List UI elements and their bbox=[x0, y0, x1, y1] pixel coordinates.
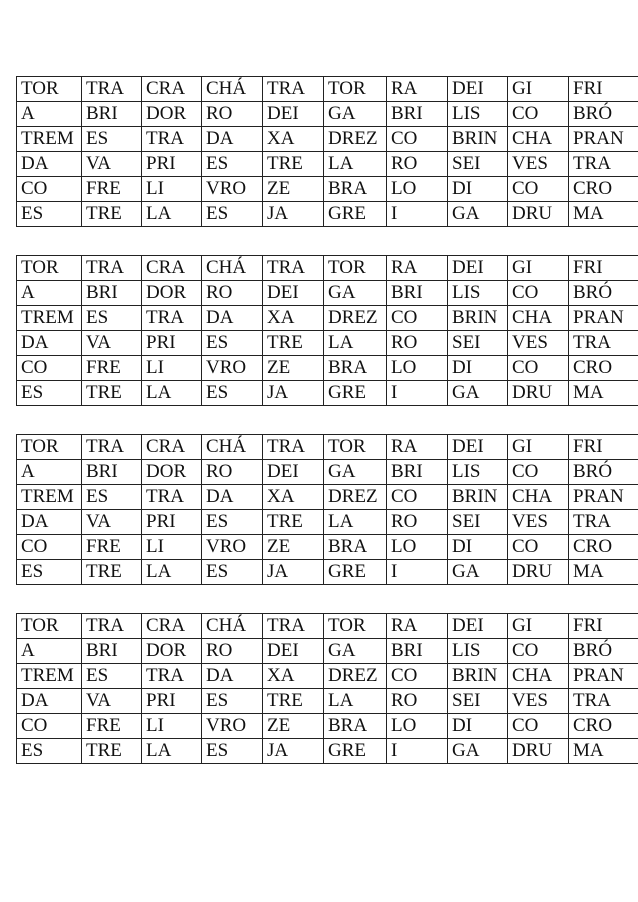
syllable-cell: BRA bbox=[324, 177, 387, 202]
syllable-cell: VRO bbox=[202, 356, 263, 381]
syllable-cell: ES bbox=[17, 739, 82, 764]
syllable-cell: TOR bbox=[324, 77, 387, 102]
syllable-cell: FRI bbox=[569, 77, 638, 102]
syllable-cell: CRO bbox=[569, 714, 638, 739]
syllable-cell: BRI bbox=[82, 639, 142, 664]
syllable-cell: VES bbox=[508, 331, 569, 356]
syllable-cell: BRÓ bbox=[569, 460, 638, 485]
syllable-cell: GA bbox=[324, 102, 387, 127]
syllable-cell: BRIN bbox=[448, 127, 508, 152]
syllable-cell: ES bbox=[202, 381, 263, 406]
syllable-cell: RA bbox=[387, 77, 448, 102]
table-row bbox=[17, 614, 638, 639]
syllable-cell: ES bbox=[202, 331, 263, 356]
syllable-cell: CO bbox=[17, 714, 82, 739]
syllable-cell: CHÁ bbox=[202, 614, 263, 639]
syllable-cell: FRE bbox=[82, 177, 142, 202]
syllable-cell: DA bbox=[202, 306, 263, 331]
syllable-cell: DEI bbox=[263, 102, 324, 127]
syllable-cell: BRI bbox=[82, 460, 142, 485]
syllable-cell: CO bbox=[508, 535, 569, 560]
syllable-cell: TRA bbox=[263, 77, 324, 102]
syllable-cell: TOR bbox=[17, 77, 82, 102]
syllable-cell: TREM bbox=[17, 306, 82, 331]
syllable-cell: ES bbox=[17, 202, 82, 227]
syllable-cell: DI bbox=[448, 714, 508, 739]
table-row bbox=[17, 739, 638, 764]
syllable-cell: DI bbox=[448, 177, 508, 202]
syllable-cell: JA bbox=[263, 202, 324, 227]
syllable-cell: DA bbox=[202, 664, 263, 689]
syllable-cell: PRI bbox=[142, 152, 202, 177]
syllable-cell: BRA bbox=[324, 714, 387, 739]
syllable-cell: TRE bbox=[263, 510, 324, 535]
syllable-cell: JA bbox=[263, 739, 324, 764]
syllable-cell: ES bbox=[17, 381, 82, 406]
syllable-cell: LA bbox=[324, 689, 387, 714]
syllable-cell: MA bbox=[569, 381, 638, 406]
syllable-cell: GA bbox=[448, 560, 508, 585]
syllable-cell: LA bbox=[324, 152, 387, 177]
syllable-cell: CO bbox=[508, 177, 569, 202]
syllable-cell: XA bbox=[263, 306, 324, 331]
syllable-cell: DI bbox=[448, 535, 508, 560]
syllable-cell: GRE bbox=[324, 739, 387, 764]
syllable-cell: ES bbox=[82, 306, 142, 331]
syllable-cell: BRÓ bbox=[569, 639, 638, 664]
syllable-cell: CHA bbox=[508, 127, 569, 152]
syllable-cell: ES bbox=[82, 664, 142, 689]
table-row bbox=[17, 256, 638, 281]
syllable-cell: DOR bbox=[142, 281, 202, 306]
syllable-cell: CO bbox=[508, 639, 569, 664]
syllable-cell: GRE bbox=[324, 560, 387, 585]
syllable-cell: LI bbox=[142, 714, 202, 739]
syllable-cell: VA bbox=[82, 689, 142, 714]
syllable-cell: FRI bbox=[569, 614, 638, 639]
syllable-cell: RA bbox=[387, 256, 448, 281]
syllable-cell: DOR bbox=[142, 102, 202, 127]
syllable-cell: LIS bbox=[448, 102, 508, 127]
syllable-cell: TRE bbox=[82, 381, 142, 406]
table-row bbox=[17, 306, 638, 331]
syllable-cell: BRIN bbox=[448, 485, 508, 510]
syllable-cell: CO bbox=[387, 664, 448, 689]
syllable-cell: MA bbox=[569, 560, 638, 585]
syllable-cell: VA bbox=[82, 510, 142, 535]
syllable-cell: TRA bbox=[82, 77, 142, 102]
syllable-cell: DREZ bbox=[324, 306, 387, 331]
syllable-cell: RO bbox=[387, 152, 448, 177]
syllable-cell: CO bbox=[17, 356, 82, 381]
syllable-cell: TRA bbox=[569, 689, 638, 714]
syllable-cell: TREM bbox=[17, 485, 82, 510]
table-row bbox=[17, 77, 638, 102]
syllable-cell: LIS bbox=[448, 281, 508, 306]
syllable-cell: LO bbox=[387, 714, 448, 739]
syllable-cell: VRO bbox=[202, 535, 263, 560]
syllable-cell: BRÓ bbox=[569, 281, 638, 306]
table-row bbox=[17, 560, 638, 585]
syllable-cell: ES bbox=[202, 689, 263, 714]
syllable-cell: GA bbox=[324, 639, 387, 664]
syllable-cell: GA bbox=[448, 381, 508, 406]
syllable-cell: TREM bbox=[17, 127, 82, 152]
syllable-cell: TOR bbox=[17, 435, 82, 460]
syllable-cell: TRA bbox=[82, 435, 142, 460]
syllable-cell: RO bbox=[202, 460, 263, 485]
syllable-cell: SEI bbox=[448, 689, 508, 714]
syllable-cell: ES bbox=[202, 202, 263, 227]
syllable-cell: TRE bbox=[263, 331, 324, 356]
syllable-cell: TRA bbox=[569, 510, 638, 535]
syllable-cell: DREZ bbox=[324, 127, 387, 152]
syllable-cell: BRI bbox=[387, 460, 448, 485]
syllable-cell: PRAN bbox=[569, 664, 638, 689]
syllable-cell: DEI bbox=[263, 281, 324, 306]
syllable-cell: CO bbox=[508, 356, 569, 381]
syllable-cell: MA bbox=[569, 202, 638, 227]
syllable-cell: ZE bbox=[263, 535, 324, 560]
syllable-cell: LA bbox=[324, 510, 387, 535]
syllable-cell: DEI bbox=[448, 77, 508, 102]
syllable-cell: CO bbox=[17, 535, 82, 560]
syllable-cell: TOR bbox=[324, 435, 387, 460]
syllable-cell: TRA bbox=[263, 435, 324, 460]
syllable-cell: LA bbox=[142, 381, 202, 406]
syllable-cell: TRA bbox=[569, 152, 638, 177]
syllable-cell: VES bbox=[508, 152, 569, 177]
table-row bbox=[17, 639, 638, 664]
syllable-cell: GA bbox=[324, 281, 387, 306]
syllable-cell: GA bbox=[448, 202, 508, 227]
syllable-cell: LO bbox=[387, 535, 448, 560]
syllable-cell: GRE bbox=[324, 381, 387, 406]
syllable-cell: DREZ bbox=[324, 485, 387, 510]
syllable-cell: DA bbox=[202, 127, 263, 152]
syllable-cell: FRE bbox=[82, 356, 142, 381]
syllable-cell: DEI bbox=[448, 614, 508, 639]
syllable-cell: XA bbox=[263, 664, 324, 689]
syllable-cell: TOR bbox=[17, 256, 82, 281]
syllable-cell: ES bbox=[202, 739, 263, 764]
syllable-cell: DA bbox=[17, 331, 82, 356]
syllable-cell: ZE bbox=[263, 177, 324, 202]
syllable-cell: A bbox=[17, 639, 82, 664]
syllable-cell: GA bbox=[448, 739, 508, 764]
syllable-cell: BRA bbox=[324, 356, 387, 381]
syllable-cell: BRIN bbox=[448, 306, 508, 331]
syllable-cell: DOR bbox=[142, 639, 202, 664]
syllable-cell: JA bbox=[263, 560, 324, 585]
syllable-cell: CO bbox=[17, 177, 82, 202]
table-row bbox=[17, 381, 638, 406]
syllable-cell: CRA bbox=[142, 256, 202, 281]
table-row bbox=[17, 331, 638, 356]
table-row bbox=[17, 485, 638, 510]
syllable-cell: RO bbox=[387, 510, 448, 535]
syllable-cell: BRI bbox=[387, 639, 448, 664]
syllable-cell: LI bbox=[142, 535, 202, 560]
table-row bbox=[17, 714, 638, 739]
syllable-cell: XA bbox=[263, 485, 324, 510]
syllable-cell: FRI bbox=[569, 435, 638, 460]
syllable-cell: RA bbox=[387, 435, 448, 460]
syllable-cell: LIS bbox=[448, 460, 508, 485]
syllable-cell: TRE bbox=[263, 152, 324, 177]
syllable-cell: TRE bbox=[82, 739, 142, 764]
syllable-cell: ZE bbox=[263, 356, 324, 381]
syllable-cell: CO bbox=[508, 102, 569, 127]
syllable-cell: FRI bbox=[569, 256, 638, 281]
syllable-cell: RO bbox=[387, 689, 448, 714]
syllable-cell: TREM bbox=[17, 664, 82, 689]
syllable-cell: TRA bbox=[263, 256, 324, 281]
syllable-cell: VA bbox=[82, 152, 142, 177]
syllable-cell: TRA bbox=[82, 614, 142, 639]
syllable-cell: A bbox=[17, 460, 82, 485]
syllable-cell: TRA bbox=[263, 614, 324, 639]
syllable-cell: DRU bbox=[508, 739, 569, 764]
syllable-cell: TOR bbox=[324, 256, 387, 281]
syllable-cell: GA bbox=[324, 460, 387, 485]
syllable-cell: TOR bbox=[17, 614, 82, 639]
syllable-cell: DRU bbox=[508, 202, 569, 227]
syllable-cell: GI bbox=[508, 77, 569, 102]
syllable-cell: RO bbox=[202, 639, 263, 664]
table-row bbox=[17, 510, 638, 535]
syllable-cell: DA bbox=[202, 485, 263, 510]
syllable-cell: TRA bbox=[142, 306, 202, 331]
syllable-cell: PRAN bbox=[569, 306, 638, 331]
syllable-cell: FRE bbox=[82, 535, 142, 560]
syllable-cell: VES bbox=[508, 689, 569, 714]
table-row bbox=[17, 689, 638, 714]
syllable-cell: PRI bbox=[142, 689, 202, 714]
syllable-cell: TRA bbox=[142, 127, 202, 152]
syllable-cell: VRO bbox=[202, 177, 263, 202]
syllable-cell: LA bbox=[142, 560, 202, 585]
syllable-cell: DEI bbox=[263, 460, 324, 485]
syllable-cell: DI bbox=[448, 356, 508, 381]
table-row bbox=[17, 152, 638, 177]
table-row bbox=[17, 664, 638, 689]
syllable-cell: DEI bbox=[263, 639, 324, 664]
syllable-cell: DEI bbox=[448, 435, 508, 460]
syllable-cell: RO bbox=[202, 281, 263, 306]
syllable-cell: CRA bbox=[142, 435, 202, 460]
syllable-cell: ES bbox=[17, 560, 82, 585]
syllable-cell: DREZ bbox=[324, 664, 387, 689]
table-row bbox=[17, 127, 638, 152]
syllable-cell: I bbox=[387, 739, 448, 764]
syllable-cell: SEI bbox=[448, 331, 508, 356]
syllable-cell: CHÁ bbox=[202, 77, 263, 102]
syllable-cell: ZE bbox=[263, 714, 324, 739]
syllable-cell: VA bbox=[82, 331, 142, 356]
syllable-cell: GI bbox=[508, 256, 569, 281]
syllable-cell: TRA bbox=[82, 256, 142, 281]
syllable-cell: DEI bbox=[448, 256, 508, 281]
syllable-cell: DRU bbox=[508, 560, 569, 585]
syllable-cell: BRI bbox=[387, 102, 448, 127]
syllable-cell: CO bbox=[387, 127, 448, 152]
table-row bbox=[17, 435, 638, 460]
syllable-cell: JA bbox=[263, 381, 324, 406]
syllable-cell: A bbox=[17, 281, 82, 306]
syllable-cell: I bbox=[387, 381, 448, 406]
syllable-grid-1 bbox=[16, 76, 638, 227]
syllable-cell: RA bbox=[387, 614, 448, 639]
syllable-cell: CO bbox=[508, 714, 569, 739]
syllable-cell: I bbox=[387, 560, 448, 585]
syllable-cell: ES bbox=[82, 127, 142, 152]
syllable-cell: TRE bbox=[82, 202, 142, 227]
syllable-cell: DA bbox=[17, 152, 82, 177]
syllable-cell: CHA bbox=[508, 485, 569, 510]
syllable-cell: TRA bbox=[142, 664, 202, 689]
syllable-cell: ES bbox=[202, 560, 263, 585]
syllable-cell: LO bbox=[387, 356, 448, 381]
syllable-cell: LA bbox=[142, 202, 202, 227]
syllable-cell: CO bbox=[508, 281, 569, 306]
syllable-cell: CRO bbox=[569, 535, 638, 560]
syllable-cell: XA bbox=[263, 127, 324, 152]
syllable-cell: PRAN bbox=[569, 485, 638, 510]
syllable-grid-4 bbox=[16, 613, 638, 764]
syllable-cell: LO bbox=[387, 177, 448, 202]
syllable-cell: A bbox=[17, 102, 82, 127]
syllable-cell: RO bbox=[202, 102, 263, 127]
table-row bbox=[17, 535, 638, 560]
syllable-cell: PRAN bbox=[569, 127, 638, 152]
syllable-cell: BRI bbox=[82, 281, 142, 306]
syllable-cell: ES bbox=[202, 152, 263, 177]
syllable-cell: ES bbox=[202, 510, 263, 535]
syllable-cell: GI bbox=[508, 614, 569, 639]
syllable-cell: CRO bbox=[569, 356, 638, 381]
table-row bbox=[17, 281, 638, 306]
syllable-cell: GRE bbox=[324, 202, 387, 227]
table-row bbox=[17, 356, 638, 381]
syllable-cell: SEI bbox=[448, 152, 508, 177]
syllable-cell: CRA bbox=[142, 614, 202, 639]
syllable-cell: PRI bbox=[142, 510, 202, 535]
syllable-cell: LA bbox=[142, 739, 202, 764]
syllable-cell: LI bbox=[142, 177, 202, 202]
syllable-cell: CHÁ bbox=[202, 256, 263, 281]
syllable-cell: BRIN bbox=[448, 664, 508, 689]
syllable-cell: RO bbox=[387, 331, 448, 356]
syllable-cell: ES bbox=[82, 485, 142, 510]
syllable-grid-3 bbox=[16, 434, 638, 585]
syllable-cell: TRE bbox=[82, 560, 142, 585]
syllable-cell: LI bbox=[142, 356, 202, 381]
syllable-cell: VRO bbox=[202, 714, 263, 739]
syllable-grid-2 bbox=[16, 255, 638, 406]
syllable-cell: LIS bbox=[448, 639, 508, 664]
syllable-cell: CO bbox=[508, 460, 569, 485]
syllable-cell: CRA bbox=[142, 77, 202, 102]
syllable-cell: PRI bbox=[142, 331, 202, 356]
syllable-cell: DOR bbox=[142, 460, 202, 485]
table-row bbox=[17, 202, 638, 227]
syllable-cell: DA bbox=[17, 689, 82, 714]
syllable-cell: DA bbox=[17, 510, 82, 535]
syllable-cell: CRO bbox=[569, 177, 638, 202]
syllable-cell: CO bbox=[387, 485, 448, 510]
syllable-cell: TRE bbox=[263, 689, 324, 714]
syllable-cell: MA bbox=[569, 739, 638, 764]
syllable-cell: BRÓ bbox=[569, 102, 638, 127]
syllable-cell: FRE bbox=[82, 714, 142, 739]
syllable-cell: SEI bbox=[448, 510, 508, 535]
syllable-cell: DRU bbox=[508, 381, 569, 406]
syllable-cell: CHA bbox=[508, 664, 569, 689]
syllable-cell: TRA bbox=[569, 331, 638, 356]
syllable-cell: BRI bbox=[387, 281, 448, 306]
syllable-cell: CHA bbox=[508, 306, 569, 331]
syllable-cell: VES bbox=[508, 510, 569, 535]
table-row bbox=[17, 460, 638, 485]
syllable-cell: TOR bbox=[324, 614, 387, 639]
syllable-cell: BRI bbox=[82, 102, 142, 127]
syllable-cell: TRA bbox=[142, 485, 202, 510]
table-row bbox=[17, 177, 638, 202]
syllable-cell: BRA bbox=[324, 535, 387, 560]
syllable-cell: CO bbox=[387, 306, 448, 331]
table-row bbox=[17, 102, 638, 127]
syllable-cell: I bbox=[387, 202, 448, 227]
syllable-cell: LA bbox=[324, 331, 387, 356]
syllable-cell: GI bbox=[508, 435, 569, 460]
syllable-cell: CHÁ bbox=[202, 435, 263, 460]
